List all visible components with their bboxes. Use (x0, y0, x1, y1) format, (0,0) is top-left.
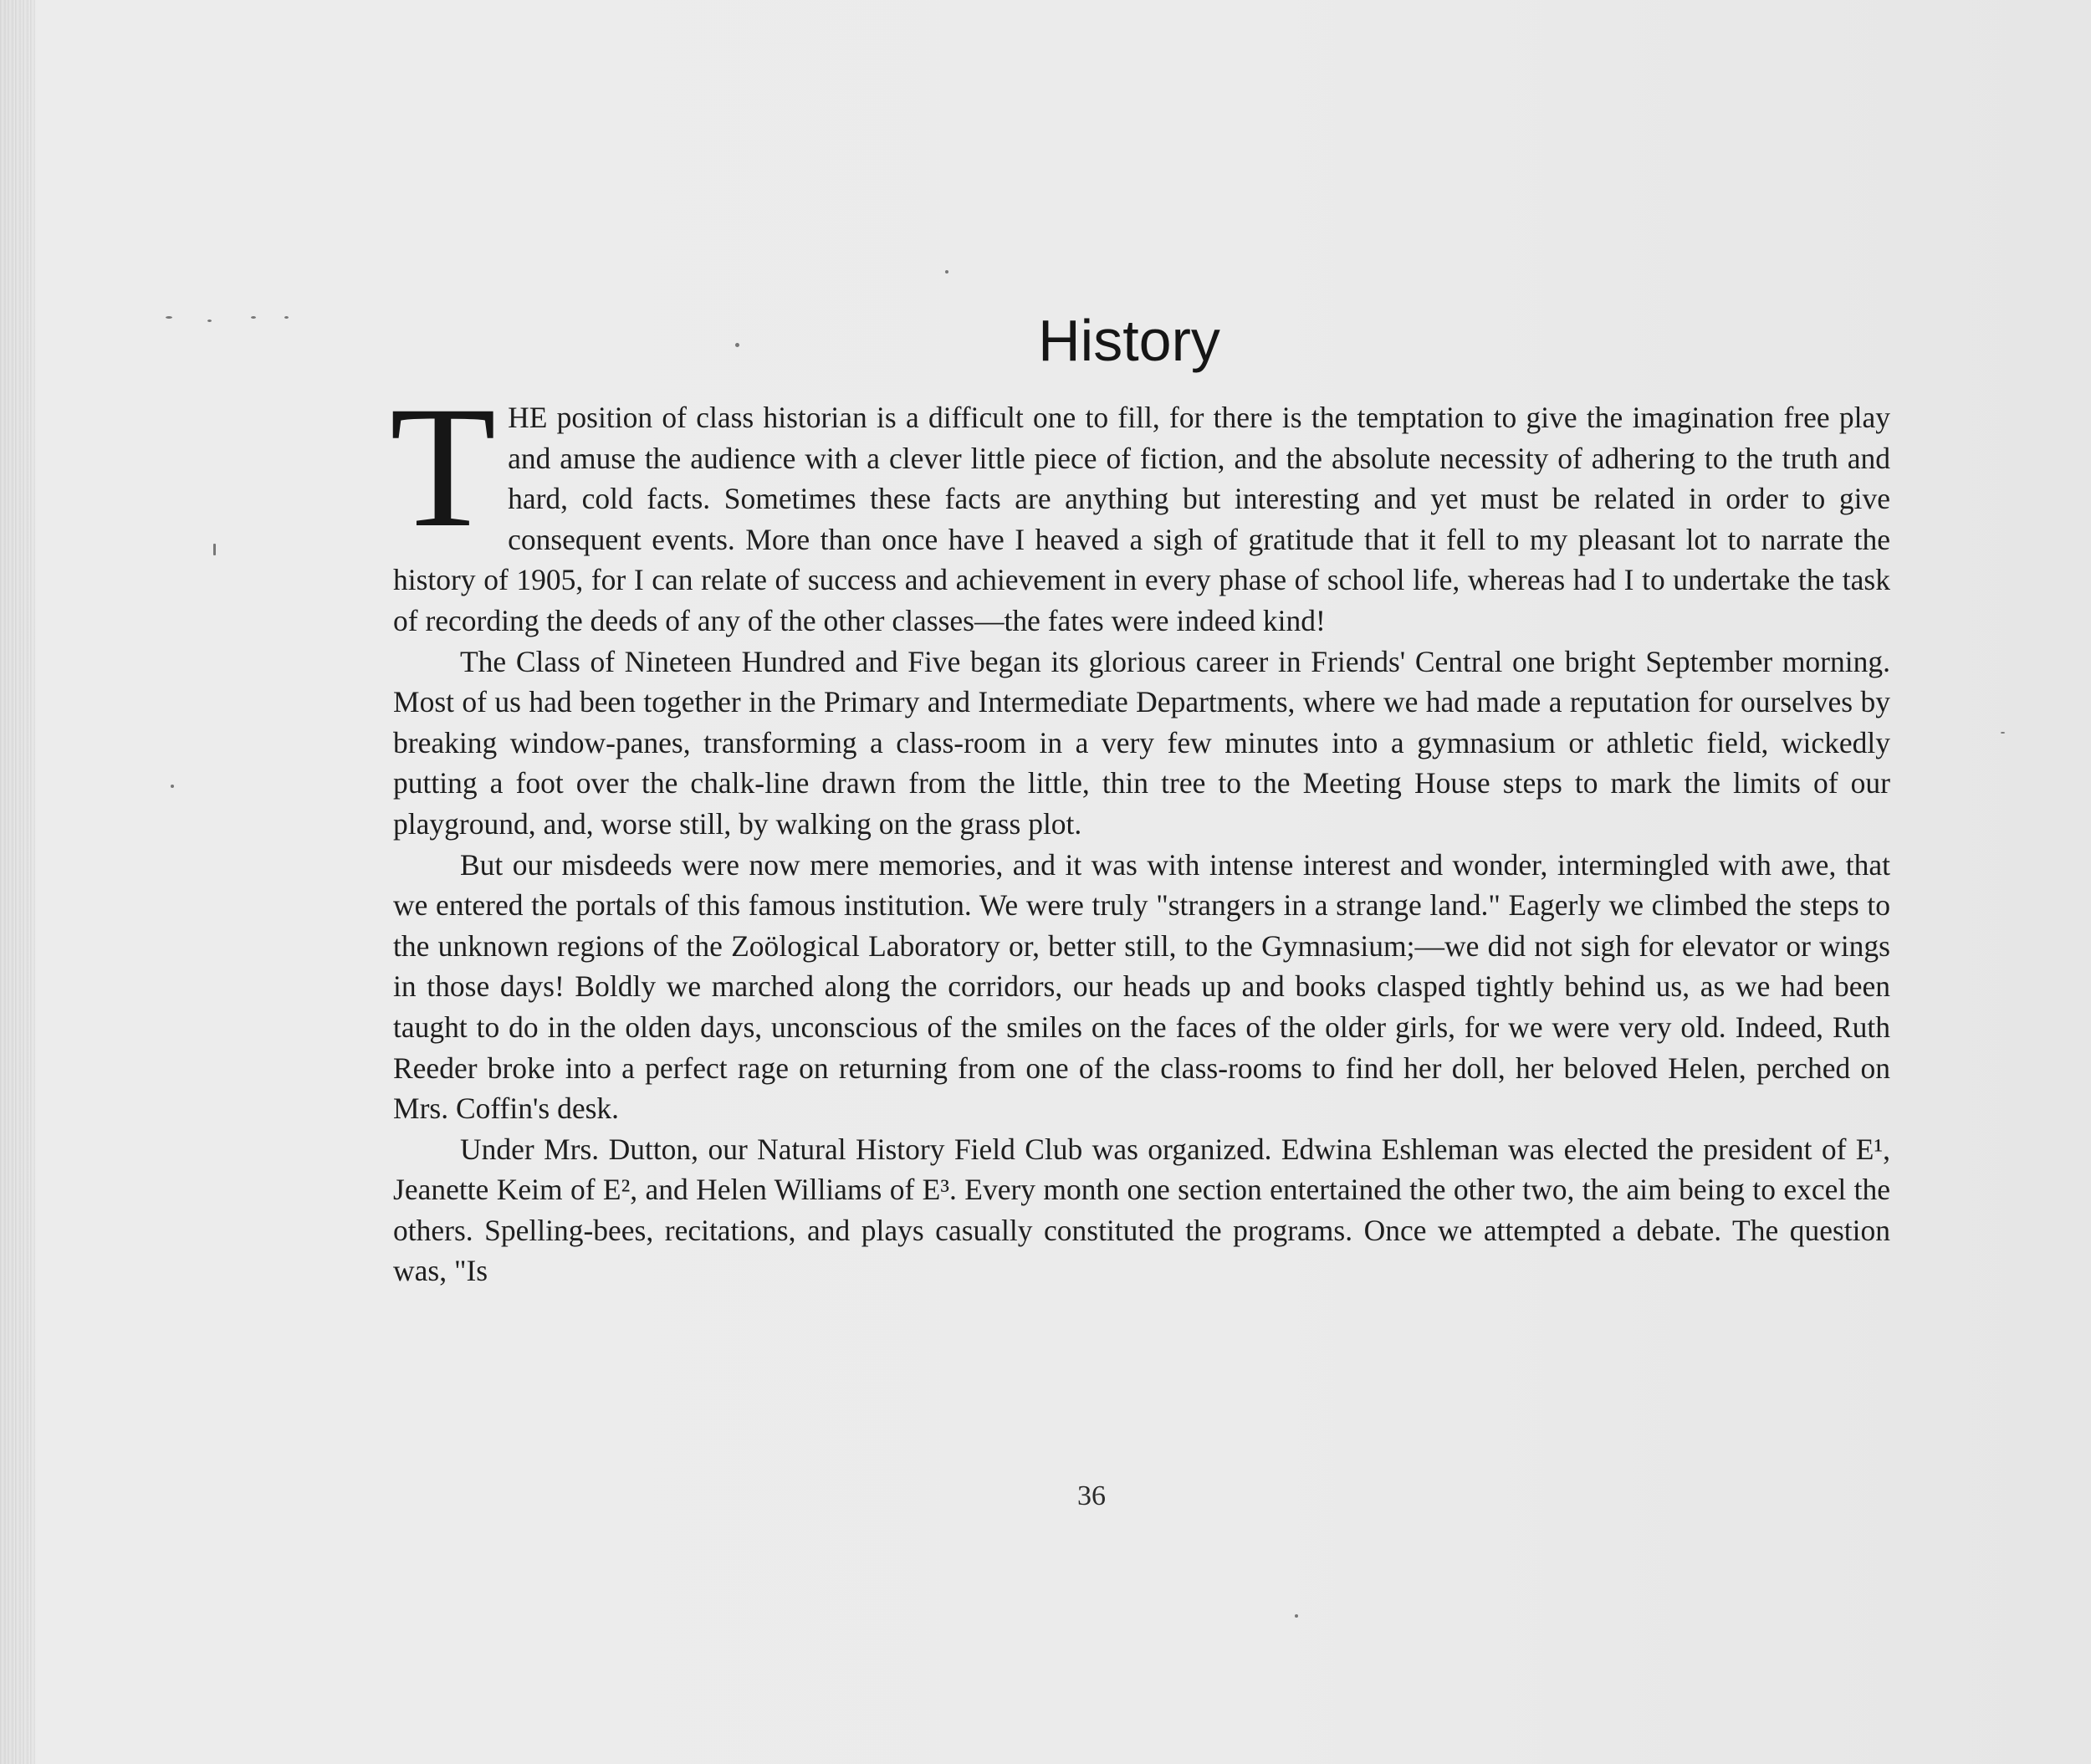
scan-speck (213, 544, 216, 555)
drop-cap: T (390, 371, 497, 563)
scan-speck (1295, 1614, 1298, 1618)
scan-speck (251, 316, 256, 319)
page-title: History (1038, 308, 1220, 373)
paragraph-intro (390, 371, 1890, 642)
scan-speck (284, 316, 289, 319)
paragraph-1-text: HE position of class historian is a difficult one to fill, for there is the temptation to give the imagination free play and amuse the audience with a clever little piece of fiction, and the absolute necessity of adhering to the truth and hard, cold facts. Sometimes these facts are anything but interesting and yet must be related in order to give consequent events. More than once have I heaved a sigh of gratitude that it fell to my pleasant lot to narrate the history of 1905, for I can relate of success and achievement in every phase of school life, whereas had I to undertake the task of recording the deeds of any of the other classes—the fates were indeed kind! (393, 401, 1890, 637)
paragraph-4: Under Mrs. Dutton, our Natural History Field Club was organized. Edwina Eshleman was elected the president of E¹, Jeanette Keim of E², and Helen Williams of E³. Every month one section entertained the other two, the aim being to excel the others. Spelling-bees, recitations, and plays casually constituted the programs. Once we attempted a debate. The question was, "Is (393, 1132, 1890, 1288)
page-number: 36 (1077, 1480, 1106, 1511)
scan-speck (735, 343, 739, 347)
paragraph-2: The Class of Nineteen Hundred and Five began its glorious career in Friends' Central one bright September morning. Most of us had been together in the Primary and Intermediate Departments, where we had made a reputation for ourselves by breaking window-panes, transforming a class-room in a very few minutes into a gymnasium or athletic field, wickedly putting a foot over the chalk-line drawn from the little, thin tree to the Meeting House steps to mark the limits of our playground, and, worse still, by walking on the grass plot. (393, 644, 1890, 841)
scan-speck (166, 316, 172, 319)
scan-speck (171, 785, 174, 788)
scan-speck (945, 270, 948, 274)
scan-speck (2001, 732, 2005, 734)
body-text (390, 371, 1890, 1291)
scan-speck (207, 320, 212, 322)
paragraph-3: But our misdeeds were now mere memories, and it was with intense interest and wonder, intermingled with awe, that we entered the portals of this famous institution. We were truly "strangers in a strange land." Eagerly we climbed the steps to the unknown regions of the Zoölogical Laboratory or, better still, to the Gymnasium;—we did not sigh for elevator or wings in those days! Boldly we marched along the corridors, our heads up and books clasped tightly behind us, as we had been taught to do in the olden days, unconscious of the smiles on the faces of the older girls, for we were very old. Indeed, Ruth Reeder broke into a perfect rage on returning from one of the class-rooms to find her doll, her beloved Helen, perched on Mrs. Coffin's desk. (393, 847, 1890, 1126)
